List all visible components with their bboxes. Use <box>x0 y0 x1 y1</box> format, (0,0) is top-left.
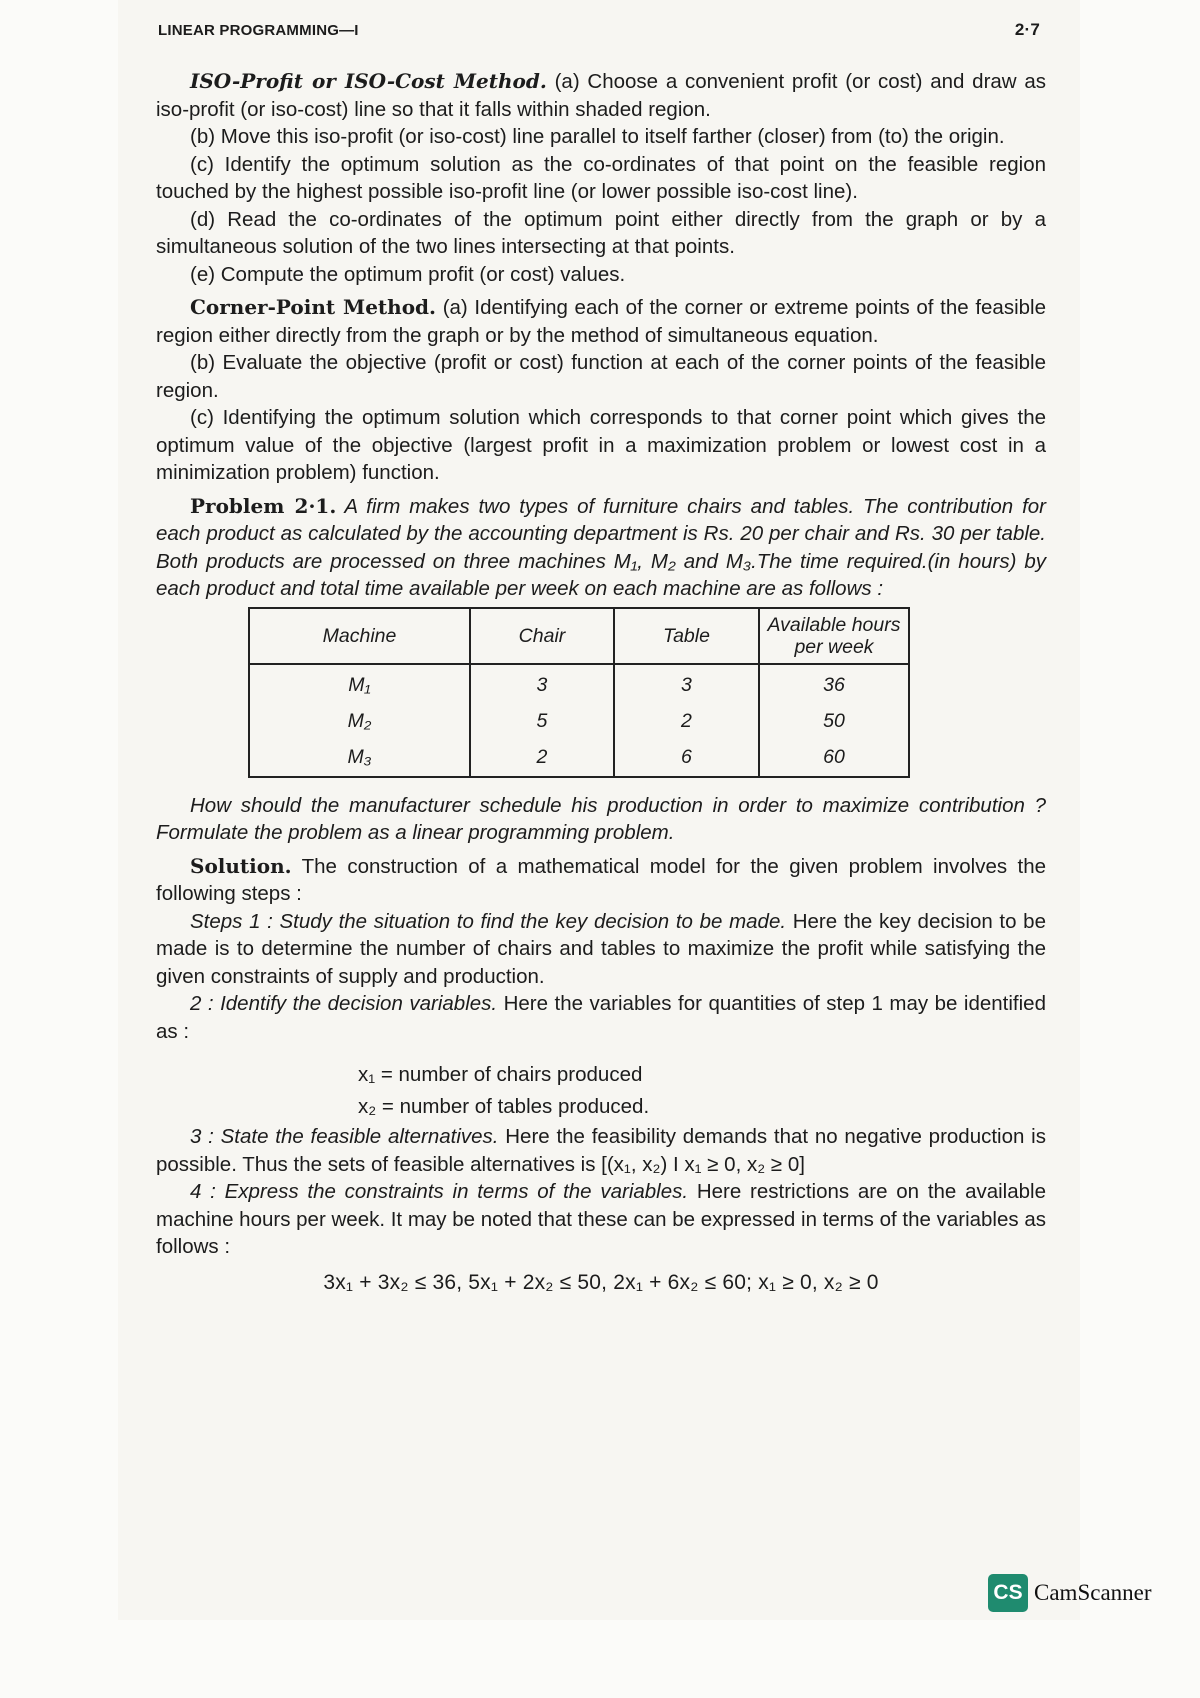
col-chair: Chair <box>470 608 614 664</box>
iso-step-b: (b) Move this iso-profit (or iso-cost) line parallel to itself farther (closer) from (to) the origin. <box>190 125 1005 148</box>
problem-section <box>156 493 1046 847</box>
chapter-title: LINEAR PROGRAMMING—I <box>158 22 359 39</box>
problem-statement <box>156 493 1046 603</box>
corner-point-section <box>156 294 1046 487</box>
cell: 3 <box>614 664 759 704</box>
table-row <box>249 664 909 704</box>
iso-method-title: ISO-Profit or ISO-Cost Method. <box>190 69 547 93</box>
problem-question: How should the manufacturer schedule his production in order to maximize contribution ? Formulate the problem as a linear programming problem. <box>156 793 1046 844</box>
solution-intro-text: The construction of a mathematical model for the given problem involves the following steps : <box>156 854 1046 905</box>
cell: 50 <box>759 704 909 740</box>
variable-x1: x₁ = number of chairs produced <box>358 1063 643 1086</box>
running-header <box>158 20 1040 40</box>
cell: 6 <box>614 740 759 777</box>
col-machine: Machine <box>249 608 470 664</box>
solution-label: Solution. <box>190 853 292 878</box>
step-4 <box>156 1178 1046 1261</box>
iso-step-c: (c) Identify the optimum solution as the co-ordinates of that point on the feasible region touched by the highest possible iso-profit line (or lower possible iso-cost line). <box>156 152 1046 203</box>
step-4-text: Here restrictions are on the available machine hours per week. It may be noted that these can be expressed in terms of the variables as follows : <box>156 1180 1046 1258</box>
cell: 2 <box>470 740 614 777</box>
decision-variables <box>358 1059 1046 1123</box>
solution-intro <box>156 853 1046 908</box>
corner-method-title: Corner-Point Method. <box>190 295 436 319</box>
table-header-row <box>249 608 909 664</box>
camscanner-watermark <box>988 1574 1152 1612</box>
cell: 2 <box>614 704 759 740</box>
corner-step-c: (c) Identifying the optimum solution which corresponds to that corner point which gives the optimum value of the objective (largest profit in a maximization problem or lowest cost in a minimization problem) function. <box>156 406 1046 484</box>
step-3 <box>156 1123 1046 1178</box>
cell: M₂ <box>249 704 470 740</box>
iso-step-a-text: (a) Choose a convenient profit (or cost) and draw as iso-profit (or iso-cost) line so that it falls within shaded region. <box>156 70 1047 121</box>
corner-step-a <box>156 294 1046 349</box>
cell: 3 <box>470 664 614 704</box>
corner-step-b: (b) Evaluate the objective (profit or cost) function at each of the corner points of the feasible region. <box>156 351 1046 402</box>
iso-step-d: (d) Read the co-ordinates of the optimum point either directly from the graph or by a simultaneous solution of the two lines intersecting at that points. <box>156 207 1046 258</box>
iso-step-a <box>156 68 1046 123</box>
solution-section <box>156 853 1046 1297</box>
col-table: Table <box>614 608 759 664</box>
step-2-label: 2 : Identify the decision variables. <box>190 992 498 1015</box>
cell: 5 <box>470 704 614 740</box>
cell: 60 <box>759 740 909 777</box>
step-1-text: Here the key decision to be made is to determine the number of chairs and tables to maximize the profit while satisfying the given constraints of supply and production. <box>156 909 1046 988</box>
step-2 <box>156 990 1046 1045</box>
page-body <box>156 68 1046 1296</box>
iso-profit-section <box>156 68 1046 288</box>
step-1-label: Steps 1 : Study the situation to find the key decision to be made. <box>190 909 787 933</box>
page-number: 2·7 <box>1014 20 1040 39</box>
problem-text: A firm makes two types of furniture chairs and tables. The contribution for each product as calculated by the accounting department is Rs. 20 per chair and Rs. 30 per table. Both products are processed on three machines M₁, M₂ and M₃.The time required.(in hours) by each product and total time available per week on each machine are as follows : <box>156 494 1046 600</box>
cell: 36 <box>759 664 909 704</box>
variable-x2: x₂ = number of tables produced. <box>358 1095 650 1118</box>
iso-step-e: (e) Compute the optimum profit (or cost) values. <box>190 262 626 286</box>
step-3-text: Here the feasibility demands that no negative production is possible. Thus the sets of feasible alternatives is [(x₁, x₂) I x₁ ≥ 0, x₂ ≥ 0] <box>156 1125 1046 1176</box>
step-2-text: Here the variables for quantities of step 1 may be identified as : <box>156 992 1046 1043</box>
cell: M₁ <box>249 664 470 704</box>
table-row <box>249 740 909 777</box>
constraint-equations: 3x₁ + 3x₂ ≤ 36, 5x₁ + 2x₂ ≤ 50, 2x₁ + 6x₂ ≤ 60; x₁ ≥ 0, x₂ ≥ 0 <box>323 1270 879 1294</box>
corner-step-a-text: (a) Identifying each of the corner or extreme points of the feasible region either directly from the graph or by the method of simultaneous equation. <box>156 296 1046 347</box>
camscanner-logo-icon: CS <box>988 1574 1028 1612</box>
scanned-page <box>118 0 1080 1620</box>
machine-time-table <box>248 607 910 778</box>
step-4-label: 4 : Express the constraints in terms of the variables. <box>190 1180 689 1203</box>
camscanner-text: CamScanner <box>1034 1580 1152 1605</box>
table-row <box>249 704 909 740</box>
problem-label: Problem 2·1. <box>190 493 337 518</box>
col-available-hours: Available hours per week <box>759 608 909 664</box>
step-1 <box>156 908 1046 991</box>
step-3-label: 3 : State the feasible alternatives. <box>190 1125 499 1148</box>
cell: M₃ <box>249 740 470 777</box>
